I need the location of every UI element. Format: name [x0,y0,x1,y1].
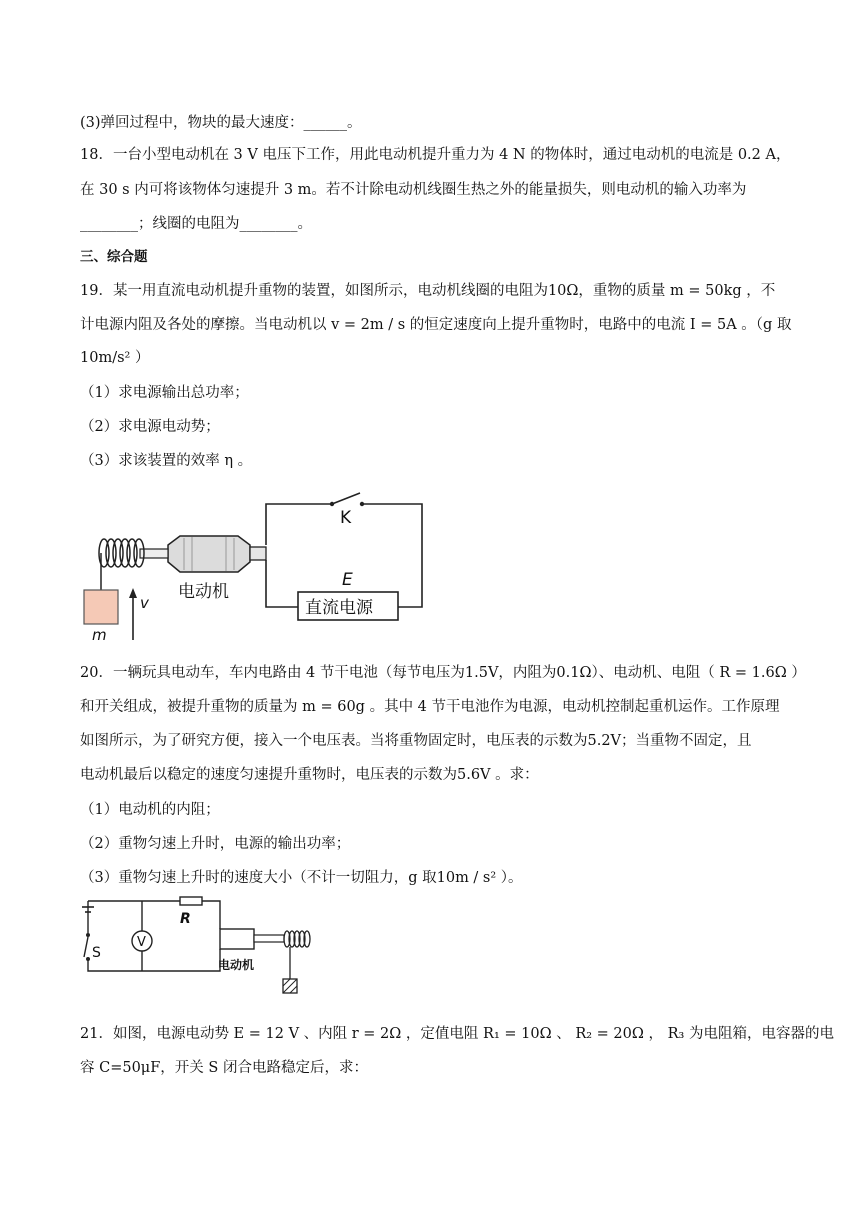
resistor-r [180,897,202,905]
switch-s-label: S [92,945,101,961]
switch-k [330,493,364,506]
q19-item-2: （2）求电源电动势； [80,419,220,435]
q18-line1: 18．一台小型电动机在 3 V 电压下工作，用此电动机提升重力为 4 N 的物体时，通过电动机的电流是 0.2 A， [80,147,791,163]
q19-line2: 计电源内阻及各处的摩擦。当电动机以 v = 2m / s 的恒定速度向上提升重物时，电路中的电流 I = 5A 。（g 取 [80,317,792,333]
section-heading: 三、综合题 [80,249,148,265]
q20-item-2: （2）重物匀速上升时，电源的输出功率； [80,836,351,852]
q18-line3: ________；线圈的电阻为________。 [80,216,312,232]
q19-circuit-figure [80,490,440,645]
q21-line1: 21．如图，电源电动势 E = 12 V 、内阻 r = 2Ω ，定值电阻 R₁ = 10Ω 、 R₂ = 20Ω ， R₃ 为电阻箱，电容器的电 [80,1026,834,1042]
motor-box [220,929,254,949]
q20-line3: 如图所示，为了研究方便，接入一个电压表。当将重物固定时，电压表的示数为5.2V；当重物不固定，且 [80,733,752,749]
q20-line2: 和开关组成，被提升重物的质量为 m = 60g 。其中 4 节干电池作为电源，电动机控制起重机运作。工作原理 [80,699,780,715]
switch-s [84,933,90,961]
q18-line2: 在 30 s 内可将该物体匀速提升 3 m。若不计除电动机线圈生热之外的能量损失，则电动机的输入功率为 [80,182,747,198]
q20-circuit-figure [80,893,320,998]
motor-shaft-2 [254,935,284,942]
motor-label: 电动机 [178,582,229,602]
switch-k-label: K [340,508,352,528]
motor-label-2: 电动机 [218,958,255,972]
q20-line1: 20．一辆玩具电动车，车内电路由 4 节干电池（每节电压为1.5V，内阻为0.1Ω）、电动机、电阻（ R = 1.6Ω ） [80,665,806,681]
q20-item-3: （3）重物匀速上升时的速度大小（不计一切阻力，g 取10m / s² ）。 [80,870,523,886]
q21-line2: 容 C=50μF，开关 S 闭合电路稳定后，求： [80,1060,368,1076]
q17-part3: (3)弹回过程中，物块的最大速度：______。 [80,115,362,131]
resistor-label: R [180,911,191,927]
voltmeter-label: V [137,935,146,950]
motor-body [168,536,266,572]
q20-item-1: （1）电动机的内阻； [80,802,220,818]
emf-label: E [342,570,353,590]
q19-line3: 10m/s² ） [80,350,150,366]
q19-item-3: （3）求该装置的效率 η 。 [80,453,253,469]
winch-coil [99,539,144,567]
q20-line4: 电动机最后以稳定的速度匀速提升重物时，电压表的示数为5.6V 。求： [80,767,539,783]
dc-source-label: 直流电源 [305,598,373,618]
q19-item-1: （1）求电源输出总功率； [80,385,249,401]
velocity-arrow [129,588,137,640]
winch-coil-2 [284,931,310,947]
mass-label: m [92,626,107,644]
mass-block [84,590,118,624]
weight-block [283,979,297,993]
q19-line1: 19．某一用直流电动机提升重物的装置，如图所示，电动机线圈的电阻为10Ω，重物的质量 m = 50kg ，不 [80,283,776,299]
velocity-label: v [140,594,149,612]
